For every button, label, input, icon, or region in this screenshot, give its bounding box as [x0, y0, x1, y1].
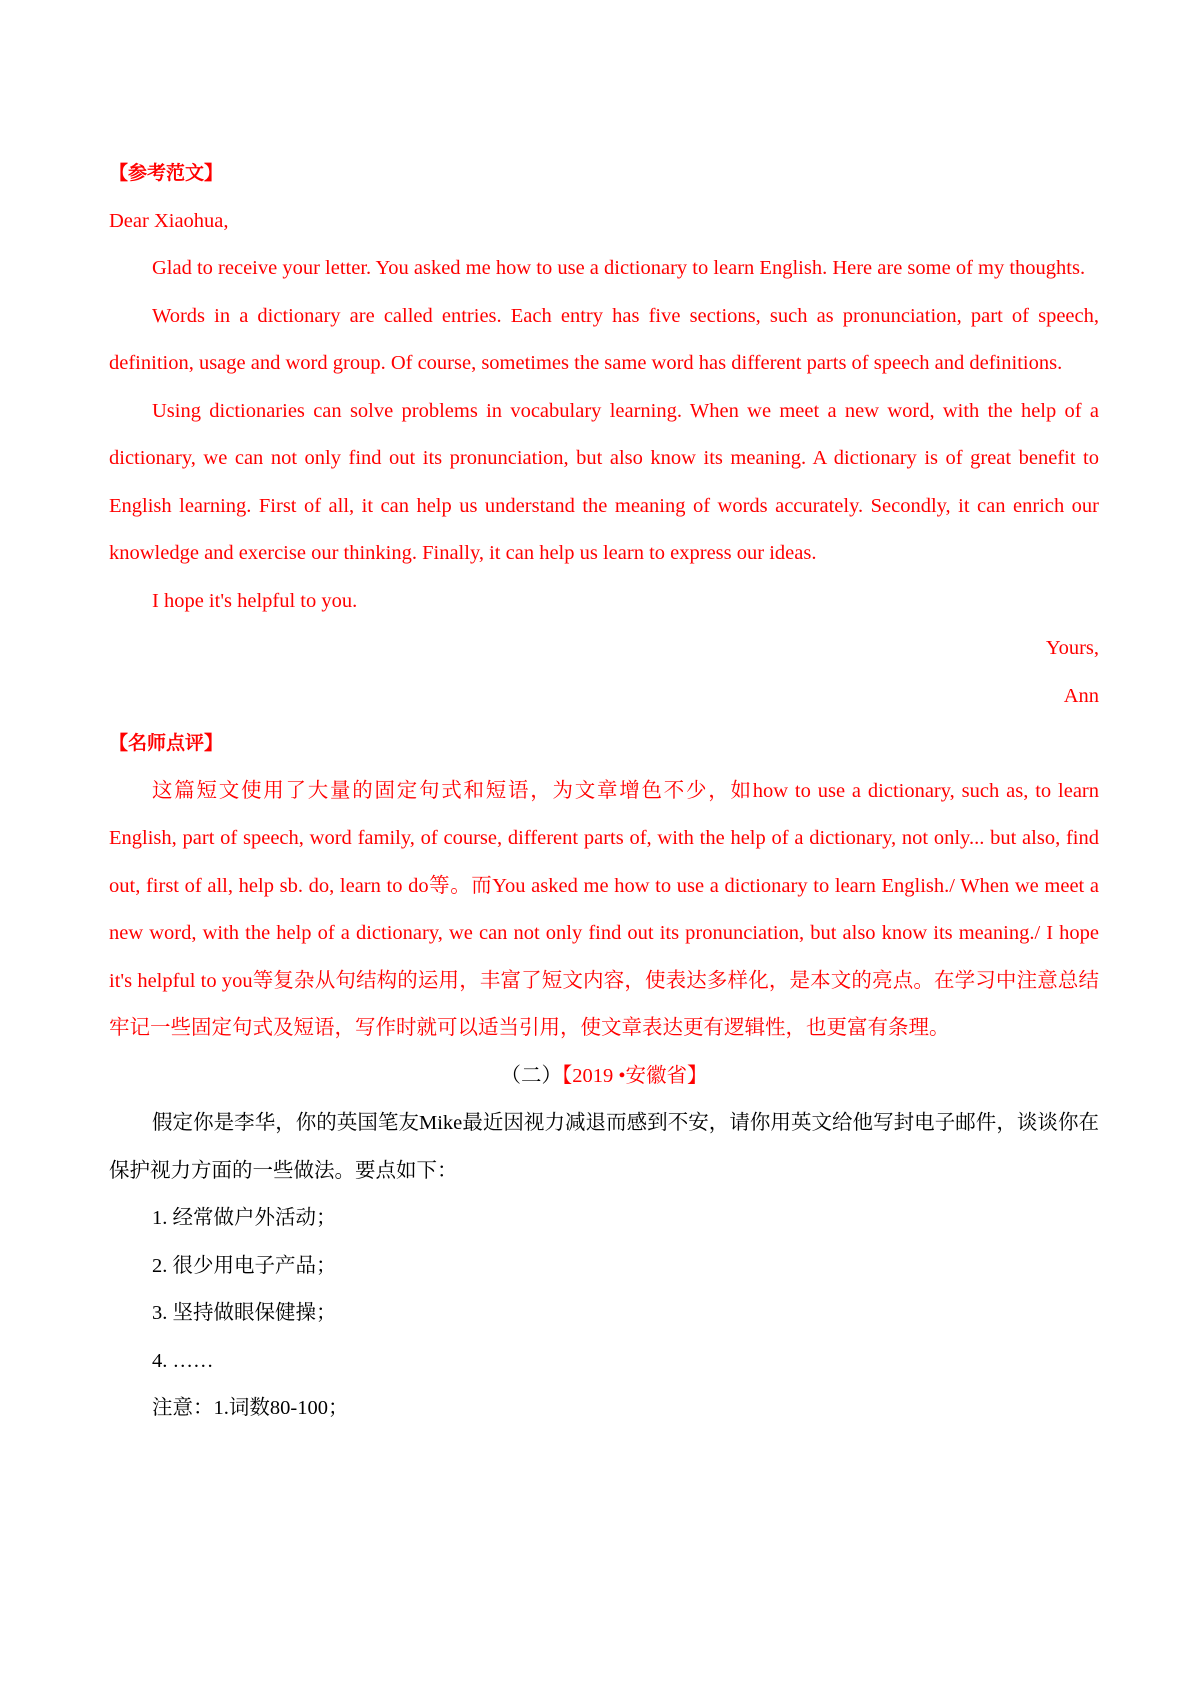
task-point-2: 2. 很少用电子产品； — [152, 1254, 337, 1277]
essay-closing: Yours, — [1045, 637, 1099, 659]
essay-paragraph-1: Glad to receive your letter. You asked me how to use a dictionary to learn English. Here are some of my thoughts. — [152, 257, 1086, 279]
essay-paragraph-4: I hope it's helpful to you. — [152, 589, 358, 612]
task-point-4: 4. …… — [152, 1349, 214, 1372]
essay-paragraph-2: Words in a dictionary are called entries. Each entry has five sections, such as pronunciation, part of speech, definition, usage and word group. Of course, sometimes the same word has different parts of speech and definitions. — [109, 304, 1099, 374]
document-page — [109, 150, 1099, 1433]
task-point-3: 3. 坚持做眼保健操； — [152, 1302, 337, 1324]
task-note: 注意：1.词数80-100； — [152, 1397, 349, 1419]
essay-heading: 【参考范文】 — [109, 162, 224, 184]
section-title — [109, 1053, 1099, 1101]
task-point-1: 1. 经常做户外活动； — [152, 1207, 337, 1229]
essay-paragraph-3: Using dictionaries can solve problems in vocabulary learning. When we meet a new word, with the help of a dictionary, we can not only find out its pronunciation, but also know its meaning. A dictionary is of great benefit to English learning. First of all, it can help us understand the meaning of words accurately. Secondly, it can enrich our knowledge and exercise our thinking. Finally, it can help us learn to express our ideas. — [109, 399, 1099, 564]
review-text: 这篇短文使用了大量的固定句式和短语，为文章增色不少，如how to use a dictionary, such as, to learn English, part of speech, word family, of course, different parts of, with the help of a dictionary, not only... but also, find out, first of all, help sb. do, learn to do等。而You asked me how to use a dictionary to learn English./ When we meet a new word, with the help of a dictionary, we can not only find out its pronunciation, but also know its meaning./ I hope it's helpful to you等复杂从句结构的运用，丰富了短文内容，使表达多样化，是本文的亮点。在学习中注意总结牢记一些固定句式及短语，写作时就可以适当引用，使文章表达更有逻辑性，也更富有条理。 — [109, 779, 1099, 1039]
review-heading: 【名师点评】 — [109, 732, 224, 754]
essay-signature: Ann — [1063, 684, 1099, 707]
essay-salutation: Dear Xiaohua, — [109, 209, 229, 232]
task-prompt: 假定你是李华，你的英国笔友Mike最近因视力减退而感到不安，请你用英文给他写封电子邮件，谈谈你在保护视力方面的一些做法。要点如下： — [109, 1112, 1099, 1182]
section-source: 【2019 •安徽省】 — [561, 1064, 708, 1087]
section-prefix: （二） — [500, 1064, 562, 1087]
